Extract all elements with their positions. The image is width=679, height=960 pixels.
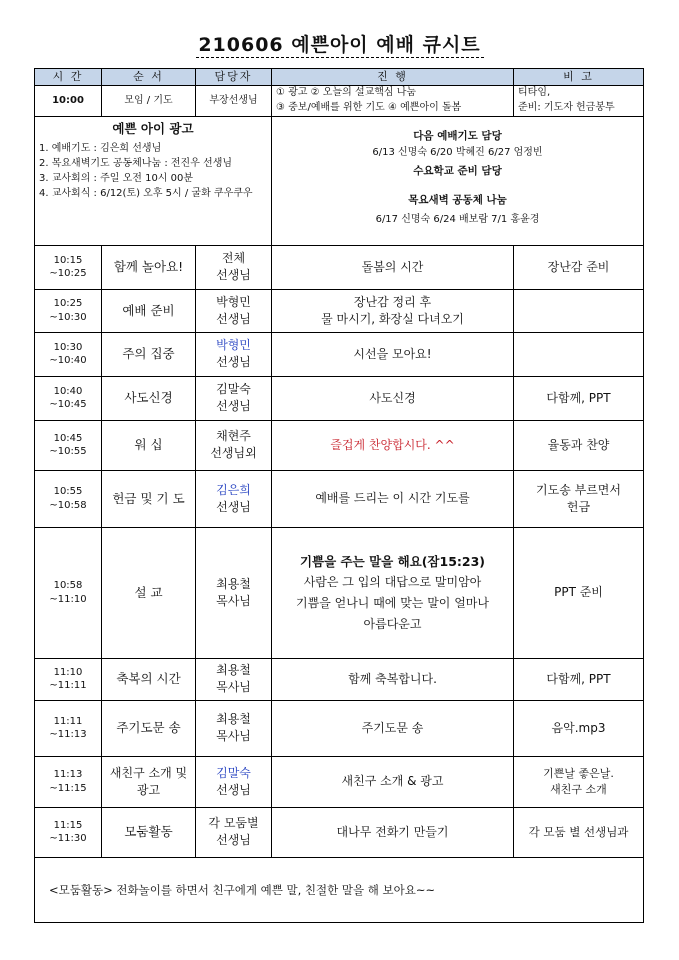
- time-end: ~10:40: [49, 355, 87, 367]
- header-person: 담당자: [196, 69, 272, 86]
- note-line: 티타임,: [518, 87, 551, 99]
- progress-line: ③ 중보/예배를 위한 기도 ④ 예쁜아이 돌봄: [276, 101, 462, 113]
- person-title: 선생님: [216, 833, 251, 848]
- note-line: 기쁜날 좋은날.: [543, 767, 614, 780]
- table-row: [35, 700, 644, 756]
- time-end: ~10:55: [49, 446, 87, 458]
- note-cell: [514, 470, 644, 527]
- time-cell: 10:00: [35, 85, 102, 116]
- order-cell: 축복의 시간: [102, 658, 196, 700]
- duties-panel: [272, 116, 644, 245]
- person-title: 목사님: [216, 729, 251, 744]
- person-title: 목사님: [216, 680, 251, 695]
- sermon-line: 사람은 그 입의 대답으로 말미암아: [303, 575, 482, 590]
- person-name: 최용철: [216, 712, 251, 727]
- note-cell: PPT 준비: [514, 527, 644, 658]
- sermon-line: 아름다운고: [363, 617, 422, 632]
- person-cell: [196, 807, 272, 857]
- time-cell: [35, 756, 102, 807]
- cue-sheet-table: [34, 68, 644, 923]
- note-cell: 율동과 찬양: [514, 420, 644, 470]
- person-title: 선생님외: [210, 446, 257, 461]
- header-note: 비 고: [514, 69, 644, 86]
- announcements-title: 예쁜 아이 광고: [112, 120, 194, 136]
- table-row: [35, 376, 644, 420]
- person-title: 선생님: [216, 355, 251, 370]
- time-start: 11:15: [53, 819, 83, 831]
- person-cell: [196, 658, 272, 700]
- info-row: [35, 116, 644, 245]
- person-cell: [196, 756, 272, 807]
- person-name: 최용철: [216, 576, 251, 591]
- table-row: [35, 807, 644, 857]
- page-title: 210606 예쁜아이 예배 큐시트: [198, 34, 481, 56]
- prayer-duty-title: 다음 예배기도 담당: [413, 129, 502, 142]
- footer-row: [35, 857, 644, 922]
- content-cell: 사도신경: [272, 376, 514, 420]
- note-line: 헌금: [566, 499, 591, 514]
- content-line: 물 마시기, 화장실 다녀오기: [321, 311, 464, 326]
- table-row: [35, 420, 644, 470]
- table-row: [35, 527, 644, 658]
- content-cell: 대나무 전화기 만들기: [272, 807, 514, 857]
- order-cell: [102, 756, 196, 807]
- order-cell: 모임 / 기도: [102, 85, 196, 116]
- announcements-panel: [35, 116, 272, 245]
- prayer-duty-list: 6/13 신명숙 6/20 박혜진 6/27 엄정빈: [372, 146, 543, 158]
- time-end: ~10:25: [49, 268, 87, 280]
- content-cell: 주기도문 송: [272, 700, 514, 756]
- order-cell: 함께 놀아요!: [102, 245, 196, 289]
- person-cell: [196, 470, 272, 527]
- note-cell: 각 모둠 별 선생님과: [514, 807, 644, 857]
- sermon-cell: [272, 527, 514, 658]
- person-name: 전체: [221, 251, 246, 266]
- time-start: 11:13: [53, 769, 83, 781]
- person-name: 최용철: [216, 663, 251, 678]
- time-end: ~11:15: [49, 782, 87, 794]
- order-cell: 헌금 및 기 도: [102, 470, 196, 527]
- time-end: ~11:10: [49, 593, 87, 605]
- person-cell: [196, 245, 272, 289]
- time-cell: [35, 420, 102, 470]
- table-row: [35, 85, 644, 116]
- time-end: ~11:11: [49, 680, 87, 692]
- time-end: ~10:30: [49, 311, 87, 323]
- person-title: 선생님: [216, 782, 251, 797]
- header-time: 시 간: [35, 69, 102, 86]
- person-cell: [196, 289, 272, 332]
- time-cell: [35, 289, 102, 332]
- order-line: 광고: [136, 782, 161, 797]
- content-cell: 시선을 모아요!: [272, 332, 514, 376]
- time-cell: [35, 470, 102, 527]
- time-cell: [35, 527, 102, 658]
- time-start: 11:11: [53, 715, 83, 727]
- time-start: 11:10: [53, 666, 83, 678]
- note-line: 준비: 기도자 헌금봉투: [518, 101, 615, 113]
- person-name: 각 모둠별: [208, 816, 259, 831]
- sermon-title: 기쁨을 주는 말을 해요(잠15:23): [299, 553, 486, 569]
- note-cell: 음악.mp3: [514, 700, 644, 756]
- note-cell: [514, 289, 644, 332]
- table-row: [35, 245, 644, 289]
- person-name: 박형민: [216, 294, 251, 309]
- person-name: 김은희: [216, 482, 251, 497]
- person-name: 김말숙: [216, 382, 251, 397]
- person-title: 선생님: [216, 311, 251, 326]
- person-cell: [196, 527, 272, 658]
- table-row: [35, 332, 644, 376]
- content-cell: [272, 289, 514, 332]
- person-cell: [196, 420, 272, 470]
- header-progress: 진 행: [272, 69, 514, 86]
- person-title: 선생님: [216, 268, 251, 283]
- content-cell: 즐겁게 찬양합시다. ^^: [272, 420, 514, 470]
- time-start: 10:58: [53, 580, 83, 592]
- footer-note: <모둠활동> 전화놀이를 하면서 친구에게 예쁜 말, 친절한 말을 해 보아요~~: [35, 857, 644, 922]
- order-line: 새친구 소개 및: [109, 765, 188, 780]
- person-title: 선생님: [216, 499, 251, 514]
- content-cell: 돌봄의 시간: [272, 245, 514, 289]
- order-cell: 예배 준비: [102, 289, 196, 332]
- order-cell: 모둠활동: [102, 807, 196, 857]
- table-row: [35, 658, 644, 700]
- note-line: 새친구 소개: [550, 782, 607, 796]
- order-cell: 워 십: [102, 420, 196, 470]
- announcement-item: 1. 예배기도 : 김은희 선생님: [39, 143, 162, 155]
- title-underline: [196, 57, 484, 58]
- header-row: [35, 69, 644, 86]
- note-cell: 다함께, PPT: [514, 376, 644, 420]
- content-cell: 새친구 소개 & 광고: [272, 756, 514, 807]
- note-cell: [514, 756, 644, 807]
- time-end: ~11:13: [49, 729, 87, 741]
- note-line: 기도송 부르면서: [536, 482, 621, 497]
- person-title: 목사님: [216, 593, 251, 608]
- person-cell: 부장선생님: [196, 85, 272, 116]
- order-cell: 주의 집중: [102, 332, 196, 376]
- time-end: ~10:45: [49, 399, 87, 411]
- time-cell: [35, 807, 102, 857]
- order-cell: 주기도문 송: [102, 700, 196, 756]
- sermon-line: 기쁨을 얻나니 때에 맞는 말이 얼마나: [296, 596, 489, 611]
- content-cell: 함께 축복합니다.: [272, 658, 514, 700]
- content-line: 장난감 정리 후: [353, 294, 432, 309]
- time-start: 10:40: [53, 385, 83, 397]
- note-cell: 다함께, PPT: [514, 658, 644, 700]
- time-end: ~10:58: [49, 499, 87, 511]
- note-cell: [514, 85, 644, 116]
- time-cell: [35, 376, 102, 420]
- time-cell: [35, 700, 102, 756]
- person-cell: [196, 700, 272, 756]
- progress-cell: [272, 85, 514, 116]
- time-start: 10:30: [53, 341, 83, 353]
- dawn-duty-title: 목요새벽 공동체 나눔: [408, 194, 507, 207]
- announcement-item: 3. 교사회의 : 주일 오전 10시 00분: [39, 173, 194, 185]
- dawn-duty-list: 6/17 신명숙 6/24 배보람 7/1 홍윤경: [375, 214, 540, 226]
- person-cell: [196, 332, 272, 376]
- table-row: [35, 756, 644, 807]
- person-title: 선생님: [216, 399, 251, 414]
- time-cell: [35, 332, 102, 376]
- time-start: 10:55: [53, 486, 83, 498]
- announcement-item: 4. 교사회식 : 6/12(토) 오후 5시 / 굴화 쿠우쿠우: [39, 188, 253, 200]
- person-name: 채현주: [216, 429, 251, 444]
- time-cell: [35, 658, 102, 700]
- time-end: ~11:30: [49, 833, 87, 845]
- order-cell: 설 교: [102, 527, 196, 658]
- table-row: [35, 470, 644, 527]
- announcement-item: 2. 목요새벽기도 공동체나눔 : 전진우 선생님: [39, 158, 233, 170]
- time-start: 10:45: [53, 432, 83, 444]
- note-cell: [514, 332, 644, 376]
- person-name: 박형민: [216, 338, 251, 353]
- announcements-list: [35, 141, 271, 201]
- person-cell: [196, 376, 272, 420]
- time-start: 10:15: [53, 254, 83, 266]
- note-cell: 장난감 준비: [514, 245, 644, 289]
- person-name: 김말숙: [216, 765, 251, 780]
- content-cell: 예배를 드리는 이 시간 기도를: [272, 470, 514, 527]
- table-row: [35, 289, 644, 332]
- order-cell: 사도신경: [102, 376, 196, 420]
- progress-line: ① 광고 ② 오늘의 설교핵심 나눔: [276, 87, 417, 99]
- time-start: 10:25: [53, 298, 83, 310]
- school-duty-title: 수요학교 준비 담당: [413, 164, 502, 177]
- time-cell: [35, 245, 102, 289]
- header-order: 순 서: [102, 69, 196, 86]
